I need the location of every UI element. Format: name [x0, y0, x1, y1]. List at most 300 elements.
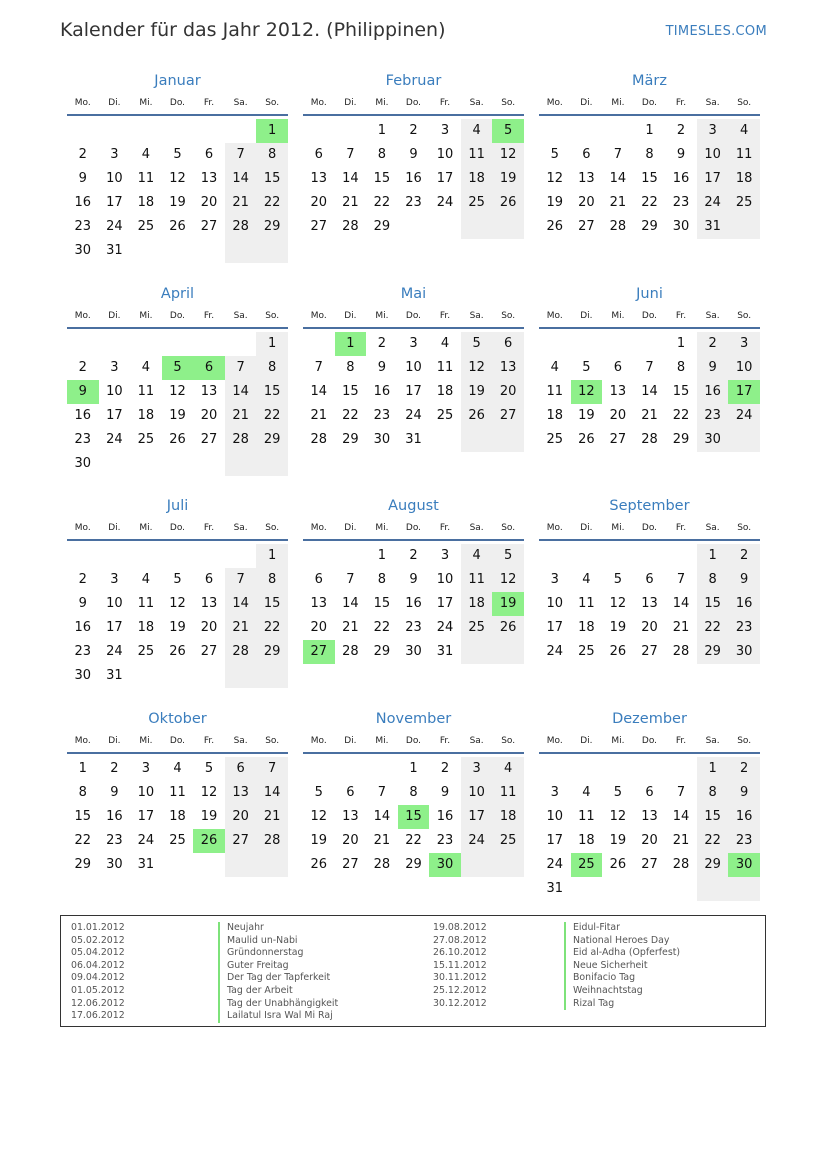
month-name: Mai [400, 286, 427, 302]
header-divider [539, 752, 760, 754]
legend-holiday-name: Eid al-Adha (Opferfest) [564, 947, 680, 960]
day-cell: 7 [676, 572, 686, 587]
weekday-header: Do. [641, 311, 658, 321]
day-cell: 13 [578, 171, 595, 186]
day-cell: 12 [169, 384, 186, 399]
day-cell: 4 [582, 572, 591, 587]
day-cell: 4 [461, 119, 493, 143]
day-cell: 5 [492, 544, 524, 568]
day-cell: 17 [436, 596, 454, 611]
day-cell: 6 [204, 572, 214, 587]
weekday-header: Mo. [546, 523, 563, 533]
day-cell: 26 [609, 644, 627, 659]
day-cell: 3 [550, 572, 559, 587]
day-cell: 10 [436, 147, 454, 162]
day-cell: 5 [550, 147, 559, 162]
day-cell: 10 [697, 143, 729, 167]
month-4 [67, 286, 288, 486]
legend-date: 01.01.2012 [71, 922, 125, 933]
holiday-day-cell: 15 [398, 805, 430, 829]
day-cell: 17 [106, 620, 123, 635]
day-cell: 19 [546, 195, 564, 210]
day-cell: 3 [440, 548, 450, 563]
day-cell: 13 [641, 809, 658, 824]
day-cell: 7 [225, 568, 257, 592]
day-cell: 30 [373, 432, 391, 447]
day-cell: 19 [609, 620, 627, 635]
weekday-header: Di. [580, 736, 593, 746]
day-cell: 5 [173, 147, 182, 162]
legend-names-column-2 [564, 922, 680, 1010]
day-cell: 27 [200, 644, 218, 659]
day-cell: 23 [74, 432, 92, 447]
day-cell: 25 [492, 829, 524, 853]
day-cell: 7 [346, 572, 355, 587]
weekday-header: Mo. [310, 311, 327, 321]
weekday-header: Di. [108, 736, 121, 746]
day-cell: 11 [137, 596, 155, 611]
legend-holiday-name: Lailatul Isra Wal Mi Raj [218, 1010, 338, 1023]
day-cell: 9 [440, 785, 450, 800]
day-cell: 19 [578, 408, 595, 423]
day-cell: 6 [613, 360, 623, 375]
day-cell: 12 [492, 568, 524, 592]
weekday-header: So. [501, 98, 516, 108]
legend-holiday-name: National Heroes Day [564, 935, 680, 948]
weekday-header: Mi. [611, 98, 625, 108]
weekday-header: Mo. [74, 523, 91, 533]
day-cell: 16 [672, 171, 690, 186]
legend-date: 30.11.2012 [433, 972, 487, 984]
header-divider [67, 114, 288, 116]
weekday-header: Mo. [74, 736, 91, 746]
day-cell: 23 [405, 195, 422, 210]
day-cell: 3 [110, 572, 119, 587]
day-cell: 17 [405, 384, 422, 399]
weekday-header: Do. [405, 523, 422, 533]
day-cell: 10 [106, 384, 123, 399]
day-cell: 17 [461, 805, 493, 829]
day-cell: 1 [409, 761, 418, 776]
weekend-blank-cell [492, 853, 524, 877]
day-cell: 7 [346, 147, 355, 162]
day-cell: 16 [697, 380, 729, 404]
month-name: September [609, 498, 690, 514]
day-cell: 12 [200, 785, 218, 800]
weekday-header: Sa. [233, 523, 248, 533]
weekday-header: Di. [108, 311, 121, 321]
day-cell: 17 [106, 408, 123, 423]
weekday-header: Di. [344, 98, 357, 108]
holiday-day-cell: 1 [335, 332, 367, 356]
weekday-header: So. [265, 523, 280, 533]
legend-holiday-name: Der Tag der Tapferkeit [218, 972, 338, 985]
day-cell: 18 [169, 809, 186, 824]
day-cell: 27 [200, 432, 218, 447]
weekday-header: Sa. [705, 523, 720, 533]
day-cell: 16 [74, 195, 92, 210]
weekday-header: Di. [580, 523, 593, 533]
month-name: Juli [166, 498, 189, 514]
weekday-header: Mo. [546, 736, 563, 746]
month-name: Oktober [148, 711, 207, 727]
month-6 [539, 286, 760, 486]
day-cell: 21 [256, 805, 288, 829]
day-cell: 13 [310, 171, 328, 186]
day-cell: 6 [225, 757, 257, 781]
day-cell: 8 [377, 147, 387, 162]
day-cell: 8 [676, 360, 686, 375]
page-title: Kalender für das Jahr 2012. (Philippinen) [60, 19, 446, 41]
day-cell: 8 [256, 143, 288, 167]
day-cell: 31 [546, 881, 564, 896]
day-cell: 1 [256, 544, 288, 568]
day-cell: 29 [697, 853, 729, 877]
month-name: Februar [385, 73, 442, 89]
day-cell: 28 [672, 857, 690, 872]
day-cell: 1 [377, 548, 387, 563]
day-cell: 17 [436, 171, 454, 186]
day-cell: 1 [697, 757, 729, 781]
legend-names-column-1 [218, 922, 338, 1023]
weekday-header: Sa. [233, 98, 248, 108]
day-cell: 6 [204, 147, 214, 162]
day-cell: 29 [641, 219, 658, 234]
weekday-header: Sa. [705, 311, 720, 321]
weekend-blank-cell [728, 215, 760, 239]
weekday-header: Sa. [233, 311, 248, 321]
day-cell: 27 [200, 219, 218, 234]
day-cell: 20 [310, 195, 328, 210]
day-cell: 31 [405, 432, 422, 447]
day-cell: 25 [137, 432, 155, 447]
day-cell: 14 [672, 596, 690, 611]
day-cell: 28 [225, 640, 257, 664]
day-cell: 21 [342, 620, 359, 635]
day-cell: 14 [609, 171, 627, 186]
day-cell: 10 [461, 781, 493, 805]
day-cell: 8 [697, 568, 729, 592]
day-cell: 15 [641, 171, 658, 186]
day-cell: 11 [169, 785, 186, 800]
legend-dates-column-1 [71, 922, 125, 1023]
month-9 [539, 498, 760, 698]
day-cell: 18 [137, 620, 155, 635]
day-cell: 5 [582, 360, 591, 375]
day-cell: 23 [436, 833, 454, 848]
day-cell: 9 [676, 147, 686, 162]
day-cell: 15 [74, 809, 92, 824]
site-logo-link[interactable]: TIMESLES.COM [665, 24, 767, 39]
day-cell: 22 [373, 195, 391, 210]
day-cell: 5 [173, 572, 182, 587]
legend-date: 06.04.2012 [71, 959, 125, 971]
day-cell: 18 [492, 805, 524, 829]
day-cell: 6 [314, 147, 323, 162]
day-cell: 13 [310, 596, 328, 611]
month-8 [303, 498, 524, 698]
day-cell: 8 [256, 356, 288, 380]
day-cell: 20 [492, 380, 524, 404]
weekend-blank-cell [256, 853, 288, 877]
day-cell: 27 [342, 857, 359, 872]
day-cell: 3 [440, 123, 450, 138]
day-cell: 11 [137, 171, 155, 186]
day-cell: 16 [728, 805, 760, 829]
day-cell: 30 [728, 640, 760, 664]
day-cell: 14 [373, 809, 391, 824]
day-cell: 4 [141, 572, 151, 587]
legend-date: 27.08.2012 [433, 934, 487, 946]
header-divider [303, 114, 524, 116]
day-cell: 29 [256, 215, 288, 239]
day-cell: 13 [200, 171, 218, 186]
day-cell: 14 [225, 167, 257, 191]
weekend-blank-cell [256, 452, 288, 476]
day-cell: 2 [697, 332, 729, 356]
holiday-day-cell: 5 [162, 356, 194, 380]
day-cell: 18 [728, 167, 760, 191]
day-cell: 2 [78, 147, 87, 162]
day-cell: 29 [373, 644, 391, 659]
day-cell: 28 [225, 215, 257, 239]
day-cell: 19 [169, 620, 186, 635]
day-cell: 14 [342, 171, 359, 186]
legend-dates-column-2 [433, 922, 487, 1010]
day-cell: 30 [106, 857, 123, 872]
weekday-header: So. [737, 311, 752, 321]
header-divider [67, 752, 288, 754]
day-cell: 18 [546, 408, 564, 423]
legend-date: 01.05.2012 [71, 984, 125, 996]
legend-holiday-name: Neujahr [218, 922, 338, 935]
header-divider [67, 539, 288, 541]
day-cell: 17 [546, 620, 564, 635]
day-cell: 3 [110, 360, 119, 375]
header-divider [539, 539, 760, 541]
day-cell: 10 [546, 596, 564, 611]
day-cell: 15 [697, 805, 729, 829]
weekday-header: Mo. [546, 311, 563, 321]
weekend-blank-cell [492, 428, 524, 452]
day-cell: 3 [728, 332, 760, 356]
weekday-header: Mi. [375, 523, 389, 533]
day-cell: 14 [310, 384, 328, 399]
day-cell: 22 [672, 408, 690, 423]
day-cell: 12 [461, 356, 493, 380]
weekend-blank-cell [697, 877, 729, 901]
day-cell: 9 [409, 147, 418, 162]
legend-date: 05.02.2012 [71, 934, 125, 946]
legend-holiday-name: Weihnachtstag [564, 985, 680, 998]
day-cell: 25 [578, 644, 595, 659]
weekday-header: Do. [169, 311, 186, 321]
day-cell: 16 [74, 408, 92, 423]
day-cell: 12 [609, 809, 627, 824]
day-cell: 26 [609, 857, 627, 872]
day-cell: 13 [225, 781, 257, 805]
day-cell: 25 [461, 616, 493, 640]
day-cell: 6 [314, 572, 323, 587]
day-cell: 9 [110, 785, 119, 800]
holiday-legend [60, 915, 766, 1027]
legend-holiday-name: Tag der Arbeit [218, 985, 338, 998]
day-cell: 22 [256, 191, 288, 215]
day-cell: 16 [405, 171, 422, 186]
day-cell: 30 [672, 219, 690, 234]
weekday-header: Mo. [310, 736, 327, 746]
day-cell: 28 [609, 219, 627, 234]
weekday-header: So. [265, 736, 280, 746]
legend-date: 12.06.2012 [71, 997, 125, 1009]
day-cell: 4 [141, 147, 151, 162]
day-cell: 21 [225, 616, 257, 640]
day-cell: 30 [74, 668, 92, 683]
weekday-header: Mi. [611, 311, 625, 321]
day-cell: 28 [641, 432, 658, 447]
day-cell: 27 [641, 644, 658, 659]
day-cell: 2 [110, 761, 119, 776]
day-cell: 14 [672, 809, 690, 824]
day-cell: 27 [641, 857, 658, 872]
day-cell: 7 [645, 360, 654, 375]
legend-date: 19.08.2012 [433, 922, 487, 933]
day-cell: 11 [578, 596, 595, 611]
day-cell: 12 [609, 596, 627, 611]
day-cell: 10 [405, 360, 422, 375]
day-cell: 25 [169, 833, 186, 848]
weekend-blank-cell [461, 428, 493, 452]
day-cell: 21 [641, 408, 658, 423]
weekend-blank-cell [461, 640, 493, 664]
day-cell: 16 [74, 620, 92, 635]
day-cell: 27 [310, 219, 328, 234]
day-cell: 4 [728, 119, 760, 143]
day-cell: 13 [200, 384, 218, 399]
weekday-header: Do. [169, 98, 186, 108]
day-cell: 6 [492, 332, 524, 356]
weekday-header: Mi. [611, 736, 625, 746]
header-divider [303, 752, 524, 754]
day-cell: 7 [225, 356, 257, 380]
day-cell: 21 [672, 833, 690, 848]
day-cell: 19 [169, 408, 186, 423]
holiday-day-cell: 30 [728, 853, 760, 877]
weekday-header: Mi. [139, 736, 153, 746]
day-cell: 10 [106, 171, 123, 186]
day-cell: 23 [728, 616, 760, 640]
legend-date: 25.12.2012 [433, 984, 487, 996]
day-cell: 12 [169, 171, 186, 186]
legend-holiday-name: Guter Freitag [218, 960, 338, 973]
legend-date: 26.10.2012 [433, 947, 487, 959]
day-cell: 22 [74, 833, 92, 848]
day-cell: 26 [169, 644, 186, 659]
day-cell: 10 [137, 785, 155, 800]
day-cell: 8 [409, 785, 418, 800]
day-cell: 19 [169, 195, 186, 210]
day-cell: 4 [461, 544, 493, 568]
day-cell: 2 [377, 336, 387, 351]
month-name: November [375, 711, 452, 727]
day-cell: 6 [645, 572, 654, 587]
legend-holiday-name: Bonifacio Tag [564, 972, 680, 985]
day-cell: 18 [461, 167, 493, 191]
day-cell: 30 [74, 456, 92, 471]
day-cell: 28 [310, 432, 328, 447]
day-cell: 29 [405, 857, 422, 872]
day-cell: 13 [492, 356, 524, 380]
weekday-header: Di. [344, 736, 357, 746]
legend-date: 17.06.2012 [71, 1010, 125, 1022]
day-cell: 15 [373, 171, 391, 186]
day-cell: 5 [613, 572, 623, 587]
header-divider [539, 327, 760, 329]
day-cell: 4 [173, 761, 182, 776]
weekend-blank-cell [225, 452, 257, 476]
weekday-header: Sa. [233, 736, 248, 746]
weekday-header: Mo. [310, 523, 327, 533]
day-cell: 24 [728, 404, 760, 428]
weekday-header: Di. [344, 311, 357, 321]
day-cell: 26 [546, 219, 564, 234]
holiday-day-cell: 19 [492, 592, 524, 616]
day-cell: 14 [256, 781, 288, 805]
legend-holiday-name: Eidul-Fitar [564, 922, 680, 935]
header-divider [303, 327, 524, 329]
legend-holiday-name: Rizal Tag [564, 998, 680, 1011]
weekday-header: Fr. [203, 98, 215, 108]
day-cell: 21 [225, 191, 257, 215]
month-11 [303, 711, 524, 911]
day-cell: 2 [409, 123, 418, 138]
day-cell: 28 [342, 219, 359, 234]
month-2 [303, 73, 524, 273]
day-cell: 10 [546, 809, 564, 824]
weekday-header: Fr. [203, 736, 215, 746]
day-cell: 3 [409, 336, 418, 351]
day-cell: 20 [578, 195, 595, 210]
day-cell: 21 [672, 620, 690, 635]
day-cell: 22 [697, 829, 729, 853]
weekday-header: Mo. [74, 98, 91, 108]
day-cell: 20 [609, 408, 627, 423]
day-cell: 24 [436, 620, 454, 635]
day-cell: 23 [405, 620, 422, 635]
day-cell: 16 [728, 592, 760, 616]
day-cell: 29 [74, 857, 92, 872]
holiday-day-cell: 30 [429, 853, 461, 877]
day-cell: 29 [373, 219, 391, 234]
weekday-header: Fr. [675, 311, 687, 321]
day-cell: 11 [578, 809, 595, 824]
day-cell: 18 [137, 195, 155, 210]
day-cell: 29 [256, 640, 288, 664]
holiday-day-cell: 1 [256, 119, 288, 143]
day-cell: 4 [492, 757, 524, 781]
day-cell: 7 [377, 785, 387, 800]
weekday-header: So. [501, 736, 516, 746]
day-cell: 4 [141, 360, 151, 375]
day-cell: 5 [204, 761, 214, 776]
weekday-header: So. [737, 523, 752, 533]
weekend-blank-cell [728, 428, 760, 452]
weekend-blank-cell [225, 664, 257, 688]
day-cell: 20 [641, 620, 658, 635]
weekday-header: Sa. [469, 311, 484, 321]
day-cell: 13 [641, 596, 658, 611]
day-cell: 19 [492, 167, 524, 191]
